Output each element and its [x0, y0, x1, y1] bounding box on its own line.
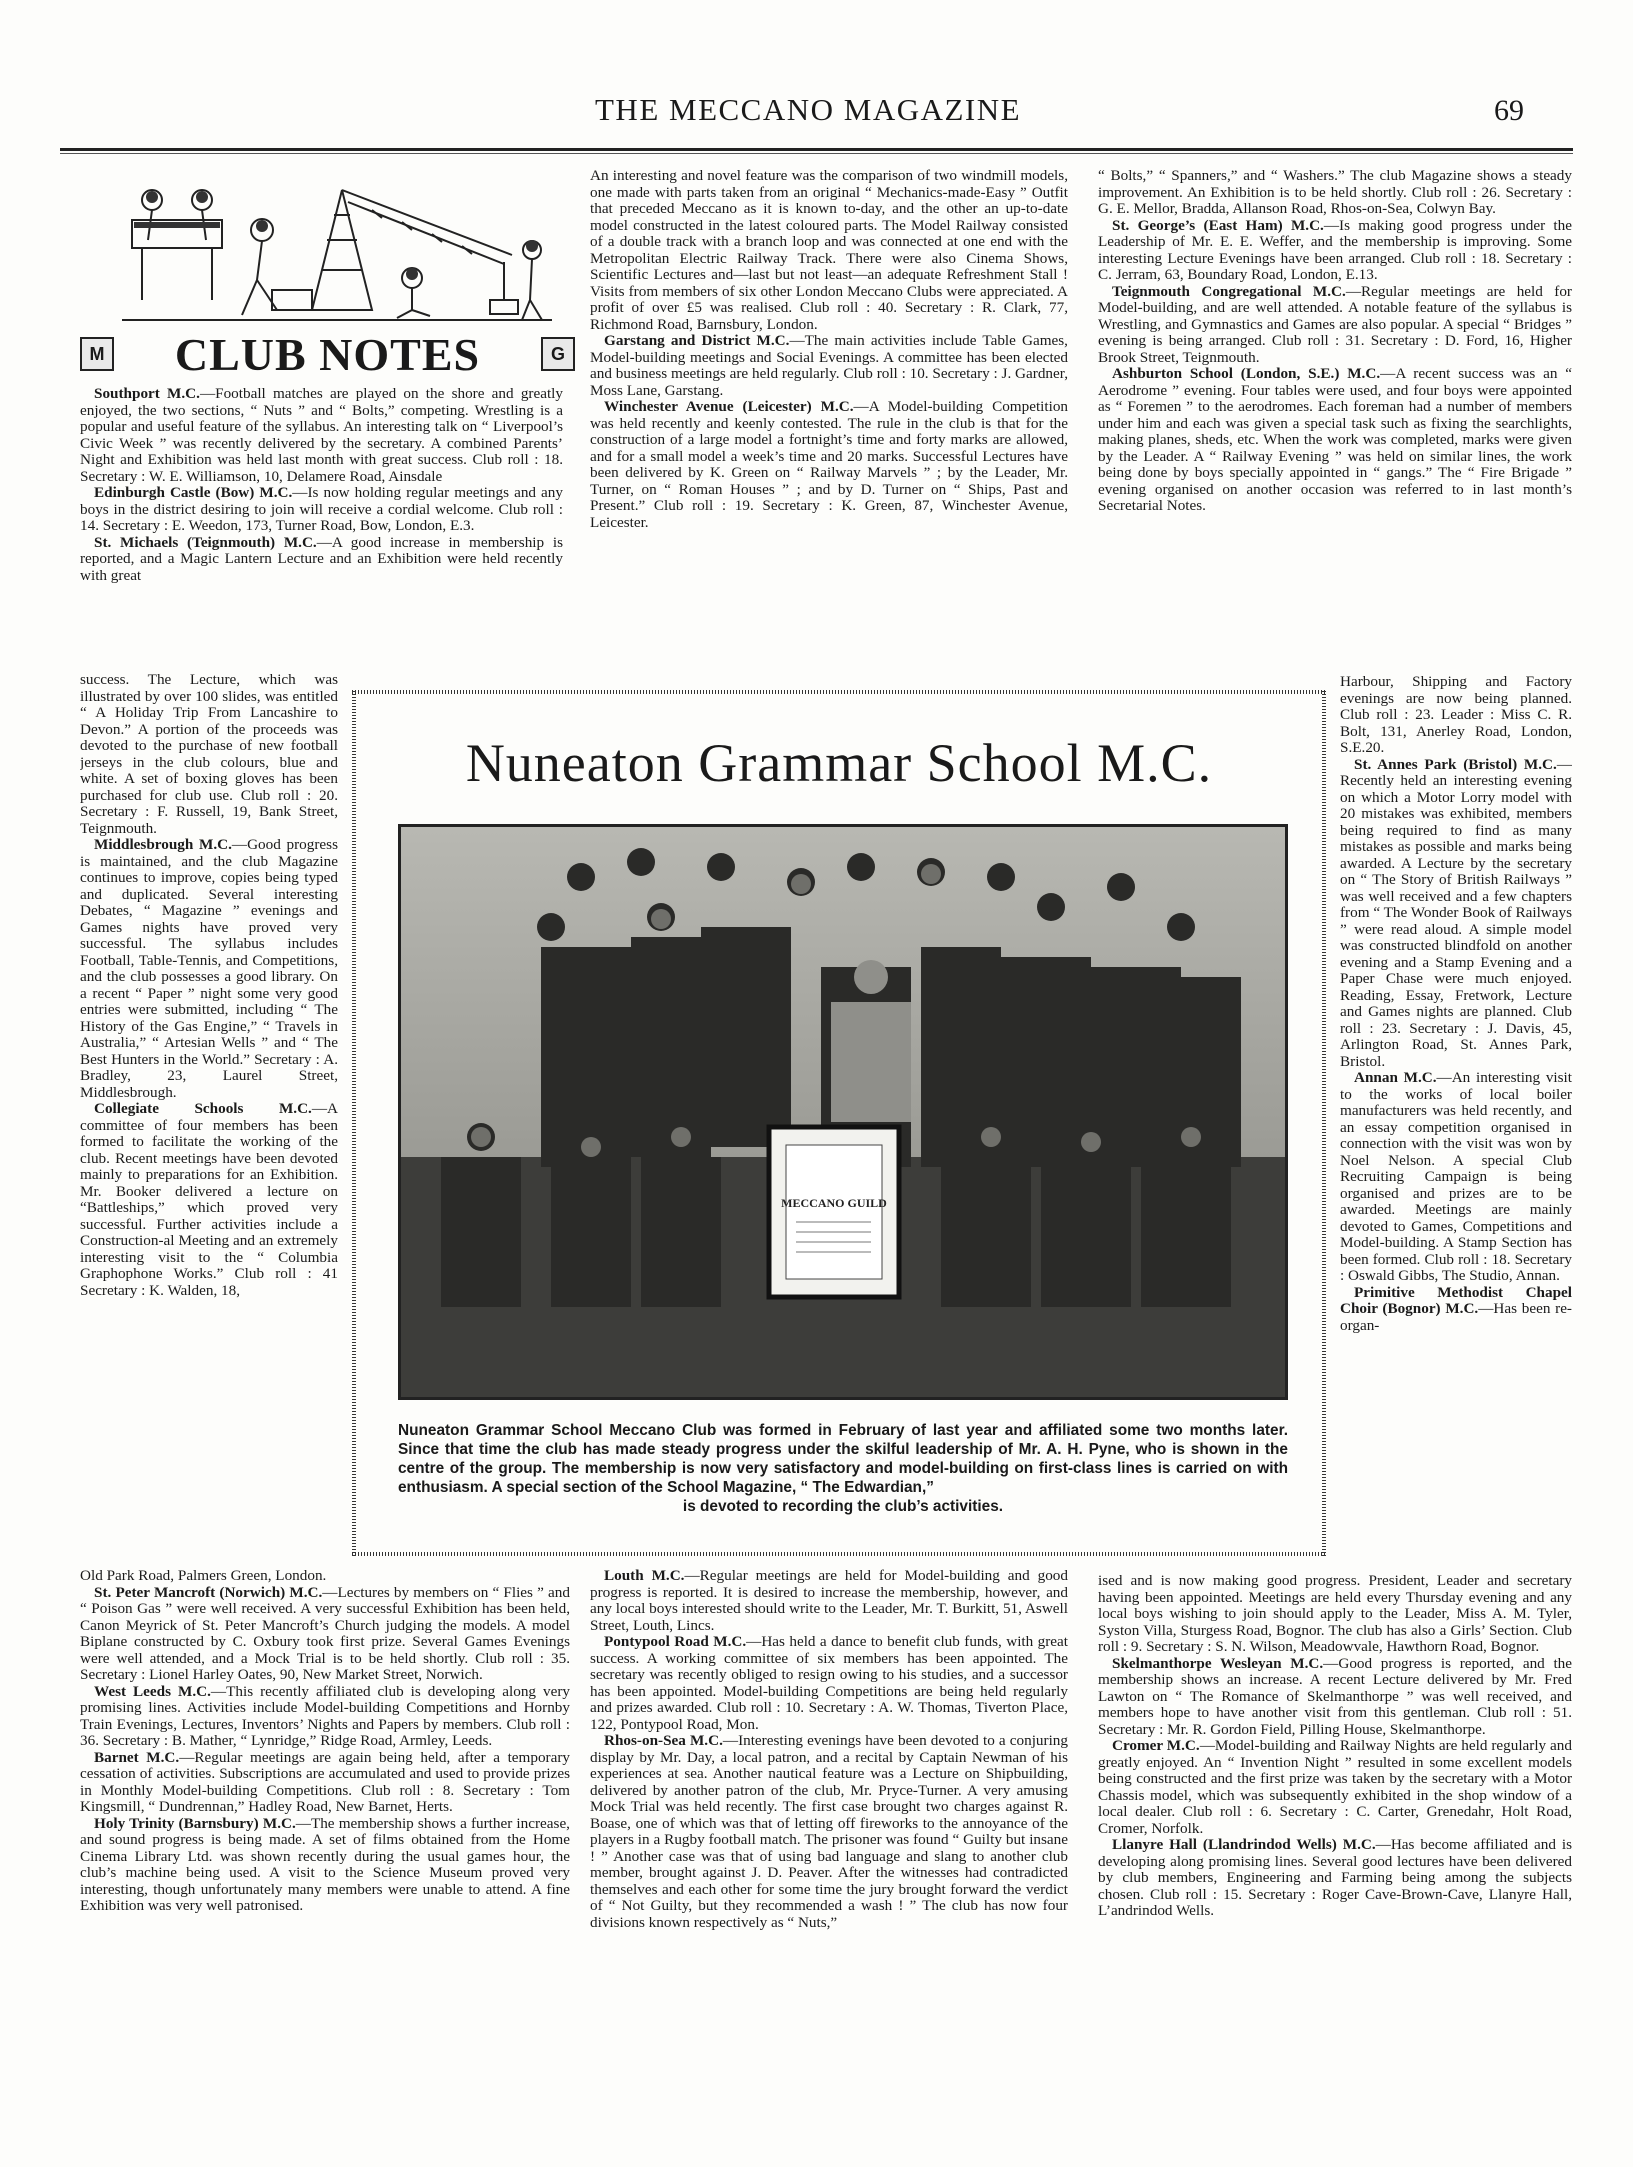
- club-note-text: —Regular meetings are again being held, after a temporary cessation of activities. Subscriptions are accumulated and used to provide prizes in Monthly Model-building Competitions. Club roll : 8. Secretary : Tom Kingsmill, “ Dundrennan,” Hadley Road, New Barnet, Herts.: [80, 1748, 570, 1815]
- club-note-text: “ Bolts,” “ Spanners,” and “ Washers.” The club Magazine shows a steady improvement. An Exhibition is to be held shortly. Club roll : 26. Secretary : G. E. Mellor, Bradda, Allanson Road, Rhos-on-Sea, Colwyn Bay.: [1098, 168, 1572, 217]
- column-1-narrow: [80, 672, 338, 1552]
- boys-building-crane-illustration: [112, 160, 574, 330]
- box-border-top: [352, 690, 1326, 694]
- club-name: Annan M.C.: [1354, 1069, 1437, 1086]
- page-number: 69: [1494, 94, 1524, 127]
- club-name: Teignmouth Congregational M.C.: [1112, 282, 1346, 300]
- column-2-top: [590, 168, 1068, 674]
- club-name: Southport M.C.: [94, 386, 200, 402]
- club-note-text: —The membership shows a further increase, and sound progress is being made. A set of films obtained from the Home Cinema Library Ltd. was shown recently during the usual games hour, the club’s machine being used. A visit to the Science Museum proved very interesting, though unfortunately many members were unable to attend. A fine Exhibition was very well patronised.: [80, 1814, 570, 1914]
- club-note-text: —Has become affiliated and is developing along promising lines. Several good lectures have been delivered by club members, Engineering and Farming being among the subjects chosen. Club roll : 15. Secretary : Roger Cave-Brown-Cave, Llanyre Hall, L’andrindod Wells.: [1098, 1836, 1572, 1919]
- caption-text: Nuneaton Grammar School Meccano Club was formed in February of last year and affiliated some two months later. Since that time the club has made steady progress under the skilful leadership of Mr. A. H. Pyne, who is shown in the centre of the group. The membership is now very satisfactory and model-building on first-class lines is carried on with enthusiasm. A special section of the School Magazine, “ The Edwardian,”: [398, 1422, 1288, 1496]
- club-note-paragraph: [1098, 1738, 1572, 1837]
- club-name: Skelmanthorpe Wesleyan M.C.: [1112, 1654, 1324, 1672]
- column-1-top: [80, 386, 563, 672]
- club-name: Holy Trinity (Barnsbury) M.C.: [94, 1814, 296, 1832]
- club-note-paragraph: [80, 485, 563, 535]
- club-note-paragraph: [80, 672, 338, 837]
- club-note-paragraph: [80, 1816, 570, 1915]
- club-note-text: Harbour, Shipping and Factory evenings are now being planned. Club roll : 23. Leader : Miss C. R. Bolt, 131, Anerley Road, London, S.E.20.: [1340, 674, 1572, 756]
- club-name: Primitive Methodist Chapel Choir (Bognor) M.C.: [1340, 1283, 1572, 1317]
- club-note-text: —Regular meetings are held for Model-building and good progress is reported. It is desired to increase the membership, however, and any local boys interested should write to the Leader, Mr. T. Burkitt, 51, Aswell Street, Louth, Lincs.: [590, 1568, 1068, 1634]
- club-note-paragraph: [1098, 168, 1572, 218]
- guild-certificate-text: MECCANO GUILD: [781, 1196, 887, 1210]
- club-note-text: An interesting and novel feature was the comparison of two windmill models, one made with parts taken from an original “ Mechanics-made-Easy ” Outfit that preceded Meccano as it is known to-day, and the other an up-to-date model constructed in the latest coloured parts. The Model Railway consisted of a double track with a branch loop and was connected at one end with the Metropolitan Electric Railway Track. There were also Cinema Shows, Scientific Lectures and—last but not least—an adequate Refreshment Stall ! Visits from members of six other London Meccano Clubs were appreciated. A profit of over £5 was realised. Club roll : 40. Secretary : R. Clark, 77, Richmond Road, Barnsbury, London.: [590, 168, 1068, 333]
- club-name: Rhos-on-Sea M.C.: [604, 1732, 723, 1749]
- club-note-paragraph: [590, 333, 1068, 399]
- club-name: St. Annes Park (Bristol) M.C.: [1354, 755, 1557, 773]
- club-note-paragraph: [1098, 1837, 1572, 1920]
- club-name: Garstang and District M.C.: [604, 332, 790, 349]
- club-name: St. Michaels (Teignmouth) M.C.: [94, 533, 317, 551]
- club-note-paragraph: [80, 1585, 570, 1684]
- club-note-paragraph: [590, 1634, 1068, 1733]
- club-name: Collegiate Schools M.C.: [94, 1100, 312, 1117]
- club-notes-title: CLUB NOTES: [174, 328, 481, 380]
- club-note-text: —Recently held an interesting evening on which a Motor Lorry model with 20 mistakes was exhibited, members being required to find as many mistakes as possible and marks being awarded. A Lecture by the secretary on “ The Story of British Railways ” was well received and a few chapters from “ The Wonder Book of Railways ” were read aloud. A simple model was constructed blindfold on another evening and a Stamp Evening and a Paper Chase were much enjoyed. Reading, Essay, Fretwork, Lecture and Games nights are planned. Club roll : 23. Secretary : J. Davis, 45, Arlington Road, St. Annes Park, Bristol.: [1340, 755, 1572, 1070]
- club-name: Middlesbrough M.C.: [94, 836, 232, 853]
- club-name: West Leeds M.C.: [94, 1682, 211, 1700]
- club-name: Ashburton School (London, S.E.) M.C.: [1112, 365, 1381, 382]
- photo-caption: [398, 1421, 1288, 1516]
- club-note-text: —Good progress is reported, and the membership shows an increase. A recent Lecture delivered by Mr. Fred Lawton on “ The Romance of Skelmanthorpe ” was well received, and members hope to have another visit from this gentleman. Club roll : 51. Secretary : Mr. R. Gordon Field, Pilling House, Skelmanthorpe.: [1098, 1654, 1572, 1738]
- club-note-paragraph: [1340, 1070, 1572, 1285]
- club-note-text: —Is making good progress under the Leadership of Mr. E. E. Weffer, and the membership is improving. Some interesting Lecture Evenings have been arranged. Club roll : 18. Secretary : C. Jerram, 63, Boundary Road, London, E.13.: [1098, 216, 1572, 283]
- club-note-paragraph: [590, 168, 1068, 333]
- club-note-paragraph: [80, 386, 563, 485]
- club-name: St. Peter Mancroft (Norwich) M.C.: [94, 1583, 323, 1601]
- club-note-text: —A recent success was an “ Aerodrome ” evening. Four tables were used, and four boys were appointed as “ Foremen ” to the aerodromes. Each foreman had a number of members under him and each was given a special task such as fixing the searchlights, making planes, sheds, etc. When the work was completed, marks were given by the Leader. A “ Railway Evening ” was held on similar lines, the work being done by boys specially appointed in “ gangs.” The “ Fire Brigade ” evening organised on another occasion was referred to in last month’s Secretarial Notes.: [1098, 365, 1572, 514]
- meccano-logo-left: M: [80, 337, 114, 371]
- box-border-left: [352, 690, 356, 1556]
- club-note-text: —Good progress is maintained, and the club Magazine continues to improve, copies being typed and duplicated. Several interesting Debates, “ Magazine ” evenings and Games nights have proved very successful. The syllabus includes Football, Table-Tennis, and Competitions, and the club possesses a good library. On a recent “ Paper ” night some very good entries were submitted, including “ The History of the Gas Engine,” “ Travels in Australia,” “ Artesian Wells ” and “ The Best Hunters in the World.” Secretary : A. Bradley, 23, Laurel Street, Middlesbrough.: [80, 836, 338, 1101]
- guild-logo-right: G: [541, 337, 575, 371]
- club-note-paragraph: [1098, 1573, 1572, 1656]
- club-note-text: —Lectures by members on “ Flies ” and “ Poison Gas ” were well received. A very successful Exhibition has been held, Canon Meyrick of St. Peter Mancroft’s Church judging the models. A model Biplane constructed by C. Oxbury took first prize. Several Games Evenings were well attended, and a Mock Trial is to be held shortly. Club roll : 35. Secretary : Lionel Harley Oates, 90, New Market Street, Norwich.: [80, 1583, 570, 1683]
- club-note-text: —Regular meetings are held for Model-building, and are well attended. A notable feature of the syllabus is Wrestling, and Gymnastics and Games are also popular. A special “ Bridges ” evening is being arranged. Club roll : 31. Secretary : D. Ford, 16, Higher Brook Street, Teignmouth.: [1098, 282, 1572, 366]
- club-name: Edinburgh Castle (Bow) M.C.: [94, 484, 293, 501]
- club-note-paragraph: [1340, 1285, 1572, 1335]
- club-name: Louth M.C.: [604, 1568, 685, 1584]
- club-name: Cromer M.C.: [1112, 1737, 1200, 1754]
- club-note-paragraph: [1098, 366, 1572, 515]
- club-note-paragraph: [80, 1750, 570, 1816]
- box-border-right: [1322, 690, 1326, 1556]
- club-note-text: —Is now holding regular meetings and any boys in the district desiring to join will receive a cordial welcome. Club roll : 14. Secretary : E. Weedon, 173, Turner Road, Bow, London, E.3.: [80, 484, 563, 534]
- header-rule-thin: [60, 153, 1573, 154]
- club-name: Barnet M.C.: [94, 1748, 180, 1766]
- masthead: [0, 92, 1633, 142]
- column-3-bottom: [1098, 1573, 1572, 2136]
- club-note-text: success. The Lecture, which was illustrated by over 100 slides, was entitled “ A Holiday Trip From Lancashire to Devon.” A portion of the proceeds was devoted to the purchase of new football jerseys in the club colours, blue and white. A set of boxing gloves has been purchased for club use. Club roll : 20. Secretary : F. Russell, 19, Bank Street, Teignmouth.: [80, 672, 338, 837]
- club-name: Llanyre Hall (Llandrindod Wells) M.C.: [1112, 1836, 1376, 1853]
- club-note-paragraph: [80, 535, 563, 585]
- caption-last-line: is devoted to recording the club’s activities.: [682, 1498, 1004, 1515]
- club-note-text: —A committee of four members has been formed to facilitate the working of the club. Recent meetings have been devoted mainly to preparations for an Exhibition. Mr. Booker delivered a lecture on “Battleships,” which proved very successful. Further activities include a Construction-al Meeting and an extremely interesting visit to the “ Columbia Graphophone Works.” Club roll : 41 Secretary : K. Walden, 18,: [80, 1100, 338, 1299]
- club-note-text: —Model-building and Railway Nights are held regularly and greatly enjoyed. An “ Invention Night ” resulted in some excellent models being constructed and the first prize was taken by the secretary with a Motor Chassis model, which was subsequently exhibited in the shop window of a local dealer. Club roll : 6. Secretary : C. Carter, Grenedahr, Holt Road, Cromer, Norfolk.: [1098, 1737, 1572, 1837]
- club-note-text: ised and is now making good progress. President, Leader and secretary having been appointed. Meetings are held every Thursday evening and any local boys wishing to join should apply to the Leader, Miss A. M. Tyler, Syston Villa, Sturgess Road, Bognor. The club has also a Girls’ Section. Club roll : 9. Secretary : S. N. Wilson, Meadowvale, Hawthorn Road, Bognor.: [1098, 1573, 1572, 1655]
- club-note-paragraph: [1098, 284, 1572, 367]
- club-group-photo: [401, 827, 1285, 1397]
- club-note-text: —Has been re-organ-: [1340, 1300, 1572, 1334]
- club-note-text: —This recently affiliated club is developing along very promising lines. Activities include Model-building Competitions and Hornby Train Evenings, Lectures, Inventors’ Nights and Papers by members. Club roll : 36. Secretary : B. Mather, “ Lynridge,” Ridge Road, Armley, Leeds.: [80, 1682, 570, 1749]
- club-note-text: —The main activities include Table Games, Model-building meetings and Social Evenings. A committee has been elected and business meetings are held regularly. Club roll : 10. Secretary : J. Gardner, Moss Lane, Garstang.: [590, 332, 1068, 399]
- club-note-paragraph: [590, 399, 1068, 531]
- club-note-paragraph: [80, 837, 338, 1101]
- club-note-paragraph: [1098, 218, 1572, 284]
- feature-box: [352, 690, 1326, 1556]
- column-3-narrow: [1340, 674, 1572, 1559]
- club-note-text: —Has held a dance to benefit club funds, with great success. A working committee of six members has been appointed. The secretary was recently obliged to resign owing to his studies, and a successor has been appointed. Model-building Competitions are being held regularly and prizes awarded. Club roll : 10. Secretary : A. W. Thomas, Tiverton Place, 122, Pontypool Road, Mon.: [590, 1633, 1068, 1733]
- club-note-text: Old Park Road, Palmers Green, London.: [80, 1568, 327, 1584]
- club-notes-heading: [80, 328, 575, 380]
- club-note-text: —Football matches are played on the shore and greatly enjoyed, the two sections, “ Nuts ” and “ Bolts,” competing. Wrestling is a popular and useful feature of the syllabus. An interesting talk on “ Liverpool’s Civic Week ” was recently delivered by the secretary. A combined Parents’ Night and Exhibition was held last month with great success. Club roll : 18. Secretary : W. E. Williamson, 10, Delamere Road, Ainsdale: [80, 386, 563, 485]
- club-note-text: —A Model-building Competition was held recently and keenly contested. The rule in the club is that for the construction of a large model a fortnight’s time and forty marks are allowed, and for a small model a week’s time and 20 marks. Successful Lectures have been delivered by K. Green on “ Railway Marvels ” ; by the Leader, Mr. Turner, on “ Roman Houses ” ; and by D. Turner on “ Ships, Past and Present.” Club roll : 19. Secretary : K. Green, 87, Winchester Avenue, Leicester.: [590, 398, 1068, 531]
- club-note-text: —A good increase in membership is reported, and a Magic Lantern Lecture and an Exhibition were held recently with great: [80, 533, 563, 584]
- club-note-paragraph: [1098, 1656, 1572, 1739]
- club-note-paragraph: [590, 1733, 1068, 1931]
- club-name: Winchester Avenue (Leicester) M.C.: [604, 398, 854, 415]
- club-name: St. George’s (East Ham) M.C.: [1112, 216, 1324, 234]
- club-note-paragraph: [1340, 757, 1572, 1071]
- club-name: Pontypool Road M.C.: [604, 1633, 747, 1650]
- header-rule: [60, 148, 1573, 151]
- feature-title: Nuneaton Grammar School M.C.: [465, 733, 1213, 793]
- column-3-top: [1098, 168, 1572, 674]
- club-note-text: —Interesting evenings have been devoted to a conjuring display by Mr. Day, a local patron, and a recital by Captain Newman of his experiences at sea. Another nautical feature was a Lecture on Shipbuilding, delivered by another patron of the club, Mr. Pryce-Turner. A very amusing Mock Trial was held recently. The first case brought two charges against R. Boase, one of which was that of letting off fireworks to the annoyance of the players in a Rugby football match. The prisoner was found “ Guilty but insane ! ” Another case was that of using bad language and slang to another club member, brought against J. D. Peaver. After the witnesses had contradicted themselves and each other for some time the jury brought forward the verdict of “ Not Guilty, but they recommended a wash ! ” The club has now four divisions known respectively as “ Nuts,”: [590, 1732, 1068, 1931]
- box-border-bottom: [352, 1552, 1326, 1556]
- club-note-paragraph: [80, 1568, 570, 1585]
- club-note-paragraph: [590, 1568, 1068, 1634]
- group-photograph: [398, 824, 1288, 1400]
- magazine-title: THE MECCANO MAGAZINE: [595, 92, 1022, 127]
- column-1-bottom: [80, 1568, 570, 2132]
- column-2-bottom: [590, 1568, 1068, 2136]
- club-note-paragraph: [80, 1684, 570, 1750]
- club-note-paragraph: [80, 1101, 338, 1299]
- club-note-text: —An interesting visit to the works of local boiler manufacturers was held recently, and an essay competition organised in connection with the visit was won by Noel Nelson. A special Club Recruiting Campaign is being organised and prizes are to be awarded. Meetings are mainly devoted to Games, Competitions and Model-building. A Stamp Section has been formed. Club roll : 18. Secretary : Oswald Gibbs, The Studio, Annan.: [1340, 1069, 1572, 1284]
- club-note-paragraph: [1340, 674, 1572, 757]
